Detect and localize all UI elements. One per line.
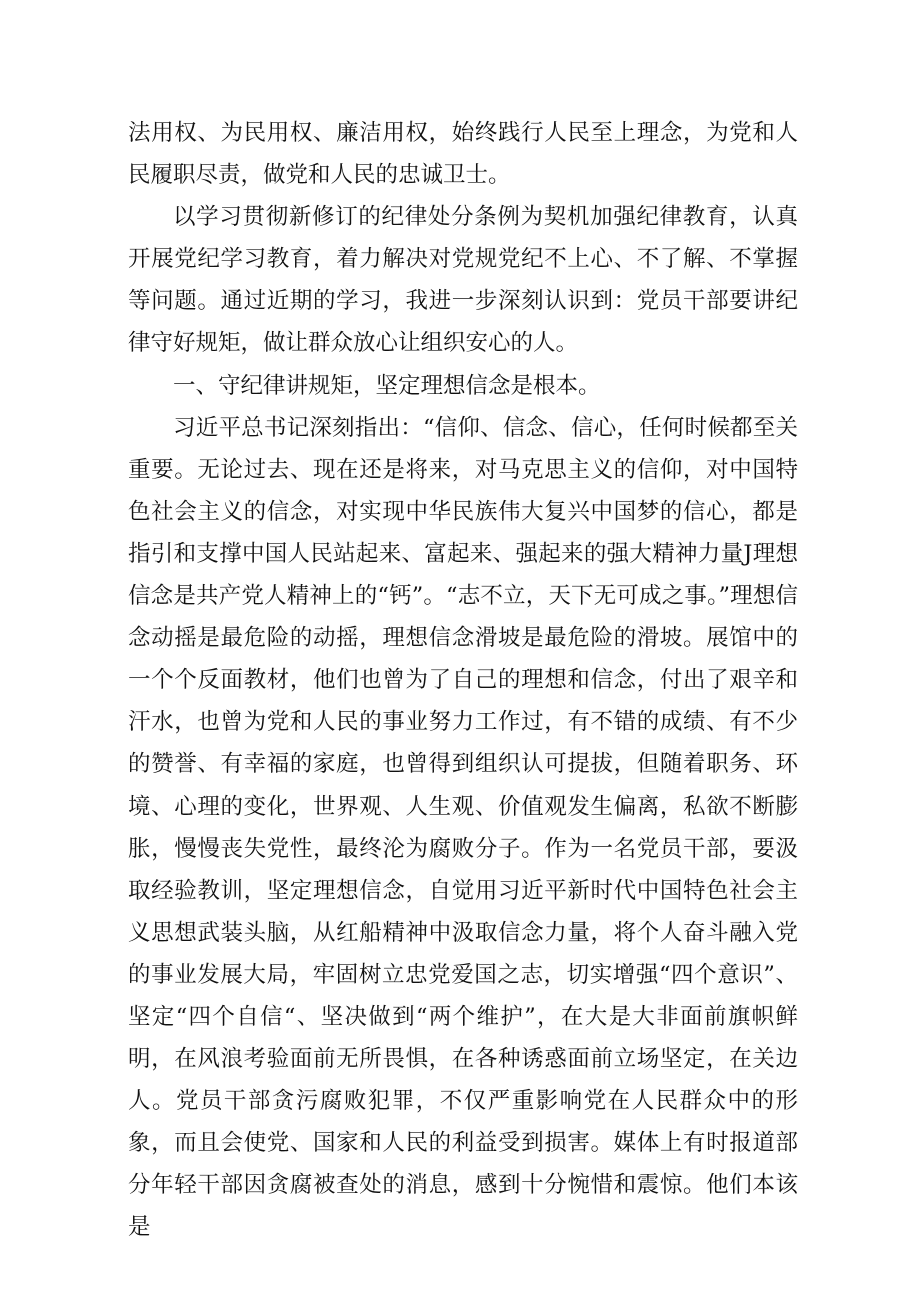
paragraph-continuation: 法用权、为民用权、廉洁用权，始终践行人民至上理念，为党和人民履职尽责，做党和人民的忠诚卫士。	[128, 120, 798, 189]
section-heading-one: 一、守纪律讲规矩，坚定理想信念是根本。	[173, 372, 601, 399]
paragraph-discipline-education: 以学习贯彻新修订的纪律处分条例为契机加强纪律教育，认真开展党纪学习教育，着力解决对党规党纪不上心、不了解、不掌握等问题。通过近期的学习，我进一步深刻认识到：党员干部要讲纪律守好规矩，做让群众放心让组织安心的人。	[128, 204, 798, 357]
paragraph-ideals-beliefs: 习近平总书记深刻指出：“信仰、信念、信心，任何时候都至关重要。无论过去、现在还是将来，对马克思主义的信仰，对中国特色社会主义的信念，对实现中华民族伟大复兴中国梦的信心，都是指引和支撑中国人民站起来、富起来、强起来的强大精神力量J理想信念是共产党人精神上的“钙”。“志不立，天下无可成之事。”理想信念动摇是最危险的动摇，理想信念滑坡是最危险的滑坡。展馆中的一个个反面教材，他们也曾为了自己的理想和信念，付出了艰辛和汗水，也曾为党和人民的事业努力工作过，有不错的成绩、有不少的赞誉、有幸福的家庭，也曾得到组织认可提拔，但随着职务、环境、心理的变化，世界观、人生观、价值观发生偏离，私欲不断膨胀，慢慢丧失党性，最终沦为腐败分子。作为一名党员干部，要汲取经验教训，坚定理想信念，自觉用习近平新时代中国特色社会主义思想武装头脑，从红船精神中汲取信念力量，将个人奋斗融入党的事业发展大局，牢固树立忠党爱国之志，切实增强“四个意识”、坚定“四个自信“、坚决做到“两个维护”，在大是大非面前旗帜鲜明，在风浪考验面前无所畏惧，在各种诱惑面前立场坚定，在关边人。党员干部贪污腐败犯罪，不仅严重影响党在人民群众中的形象，而且会使党、国家和人民的利益受到损害。媒体上有时报道部分年轻干部因贪腐被查处的消息，感到十分惋惜和震惊。他们本该是	[128, 414, 798, 1241]
document-body	[128, 112, 798, 1249]
